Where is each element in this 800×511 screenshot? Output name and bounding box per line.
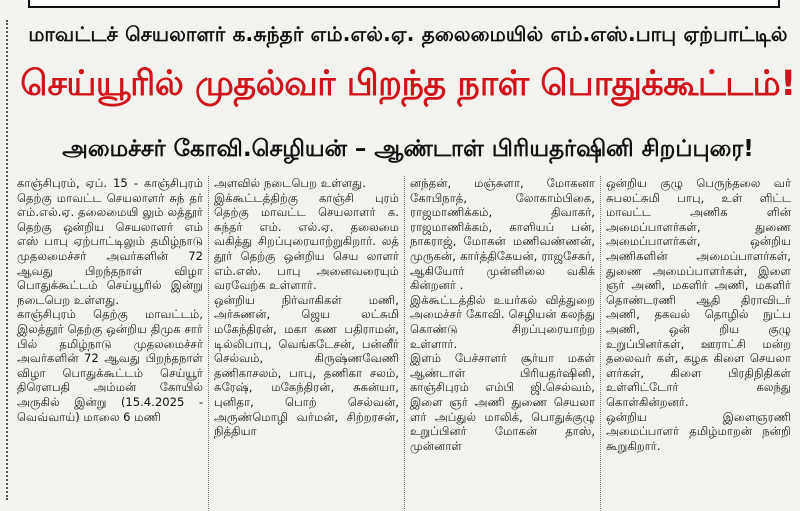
paragraph: அளவில் நடைபெற உள்ளது. <box>214 176 366 190</box>
column-3 <box>404 176 600 509</box>
paragraph: னந்தன், மஞ்சுளா, மோகனா கோபிநாத், லோகாம்பிகை, ராஜமாணிக்கம், திவாகர், ராஜமாணிக்கம், காளியப் பன், நாகராஜ், மோகன் மணிவண்ணன், முருகன், கார்த்திகேயன், ராஜசேகர், ஆகியோர் முன்னிலை வகிக் கின்றனர் . <box>410 176 595 293</box>
paragraph: காஞ்சிபுரம் தெற்கு மாவட்டம், இலத்தூர் தெற்கு ஒன்றிய திமுக சார் பில் தமிழ்நாடு முதலமைச்சர் அவர்களின் 72 ஆவது பிறந்தநாள் விழா பொதுக்கூட்டம் செய்யூர் திரௌபதி அம்மன் கோயில் அருகில் இன்று (15.4.2025 - வெவ்வாய்) மாலை 6 மணி <box>17 307 203 424</box>
paragraph: ஒன்றிய குழு பெருந்தலை வர் சுபலட்சுமி பாபு, உள் ளிட்ட மாவட்ட அணிக ளின் அமைப்பாளர்கள், துணை அமைப்பாளர்கள், ஒன்றிய அணிகளின் அமைப்பாளர்கள், துணை அமைப்பாளர்கள், இளை ஞர் அணி, மகளிர் அணி, மகளிர் தொண்டரணி ஆதி திராவிடர் அணி, தகவல் தொழில் நுட்ப அணி, ஒன் றிய குழு உறுப்பினர்கள், ஊராட்சி மன்ற தலைவர் கள், கழக கிளை செயலா ளர்கள், கிளை பிரதிநிதிகள் உள்ளிட்டோர் கலந்து கொள்கின்றனர். <box>606 176 791 409</box>
paragraph: ஒன்றிய இளைஞரணி அமைப்பாளர் தமிழ்மாறன் நன்றி கூறுகிறார். <box>606 409 791 453</box>
column-1 <box>12 176 208 509</box>
article-columns <box>12 176 796 509</box>
paragraph: இக்கூட்டத்தில் உயர்கல் வித்துறை அமைச்சர் கோவி. செழியன் கலந்து கொண்டு சிறப்புரையாற்ற உள்ளார். <box>410 292 595 351</box>
paragraph: காஞ்சிபுரம், ஏப். 15 - காஞ்சிபுரம் தெற்கு மாவட்ட செயலாளர் சுந் தர் எம்.எல்.ஏ. தலைமையி லும் லத்தூர் தெற்கு ஒன்றிய செயலாளர் எம் எஸ் பாபு ஏற்பாட்டிலும் தமிழ்நாடு முதலமைச்சர் அவர்களின் 72 ஆவது பிறந்தநாள் விழா பொதுக்கூட்டம் செய்யூரில் இன்று நடைபெற உள்ளது. <box>17 176 203 307</box>
subheadline: அமைச்சர் கோவி.செழியன் – ஆண்டாள் பிரியதர்ஷினி சிறப்புரை! <box>62 136 754 162</box>
paragraph: இக்கூட்டத்திற்கு காஞ்சி புரம் தெற்கு மாவட்ட செயலாளர் க. சுந்தர் எம். எல்.ஏ. தலைமை வகித்து சிறப்புரையாற்றுகிறார். லத் தூர் தெற்கு ஒன்றிய செய லாளர் எம்.எஸ். பாபு அனைவரையும் வரவேற்க உள்ளார். <box>214 190 399 293</box>
headline: செய்யூரில் முதல்வர் பிறந்த நாள் பொதுக்கூட்டம்! <box>20 64 796 104</box>
top-border-rule <box>28 0 780 8</box>
kicker-line: மாவட்டச் செயலாளர் க.சுந்தர் எம்.எல்.ஏ. தலைமையில் எம்.எஸ்.பாபு ஏற்பாட்டில் <box>28 22 788 46</box>
paragraph: ஒன்றிய நிர்வாகிகள் மணி, அர்சுணன், ஜெய லட்சுமி மகேந்திரன், மகா கண பதிராமன், டில்லிபாபு, வெங்கடேசன், பன்னீர் செல்வம், கிருஷ்ணவேணி தணிகாசலம், பாபு, தணிகா சலம், சுரேஷ், மகேந்திரன், சுகன்யா, புனிதா, பொற் செல்வன், அருண்மொழி வர்மன், சிற்றரசன், நித்தியா <box>214 292 399 439</box>
paragraph: இளம் பேச்சாளர் சூர்யா மகள் ஆண்டாள் பிரியதர்ஷினி, காஞ்சிபுரம் எம்பி ஜி.செல்வம், இளை ஞர் அணி துணை செயலா ளர் அப்துல் மாலிக், பொதுக்குழு உறுப்பினர் மோகன் தாஸ், முன்னாள் <box>410 351 595 453</box>
column-2 <box>208 176 404 509</box>
column-4 <box>600 176 796 509</box>
